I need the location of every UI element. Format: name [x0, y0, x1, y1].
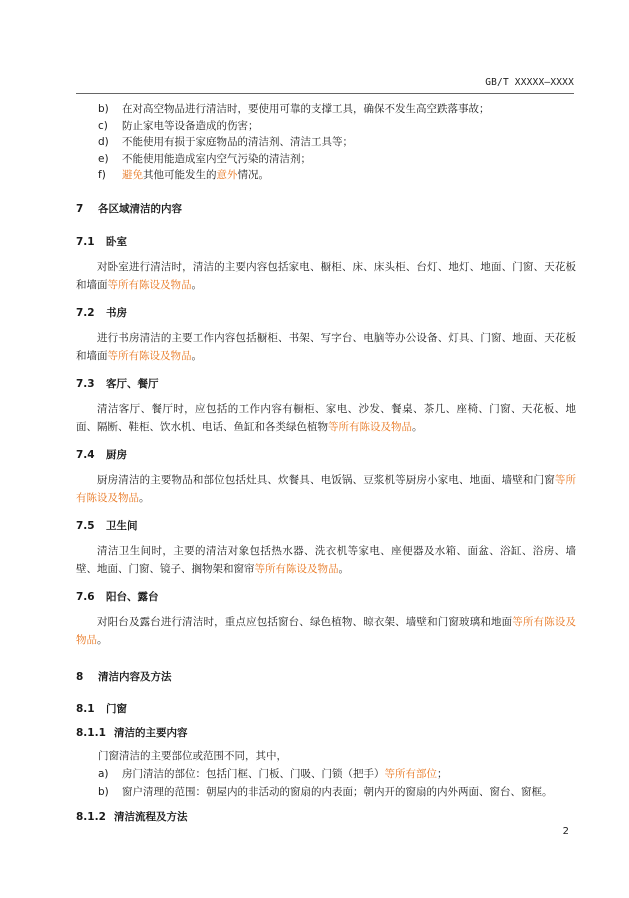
- subsection-heading: [76, 589, 576, 605]
- list-item: [76, 134, 576, 151]
- highlight-text: 等所有陈设及物品: [107, 350, 192, 362]
- subsubsection-heading: [76, 725, 576, 741]
- subsection-heading: [76, 701, 576, 717]
- subsection-title: 厨房: [106, 448, 127, 461]
- subsubsection-title: 清洁的主要内容: [114, 726, 188, 739]
- page-number: 2: [562, 826, 569, 837]
- paragraph-text: 对阳台及露台进行清洁时，重点应包括窗台、绿色植物、晾衣架、墙壁和门窗玻璃和地面: [97, 615, 513, 628]
- list-item: [76, 783, 576, 801]
- list-marker: a): [98, 767, 109, 780]
- highlight-text: 等所有陈设及物品: [254, 563, 339, 575]
- subsection-number: 7.6: [76, 590, 95, 603]
- subsection-heading: [76, 376, 576, 392]
- header-divider: [76, 93, 574, 94]
- subsection-title: 门窗: [106, 702, 127, 715]
- list-text-part: 房门清洁的部位：包括门框、门板、门吸、门锁（把手）: [122, 767, 385, 780]
- paragraph: [76, 542, 576, 579]
- subsection-title: 卫生间: [106, 519, 138, 532]
- list-text-part: ；: [437, 767, 448, 780]
- paragraph: [76, 471, 576, 508]
- list-item: [76, 167, 576, 184]
- paragraph-end: 。: [97, 634, 108, 646]
- list-item: [76, 151, 576, 168]
- subsection-title: 卧室: [106, 235, 127, 248]
- subsection-title: 书房: [106, 306, 127, 319]
- list-item: [76, 765, 576, 783]
- list-marker: e): [98, 152, 109, 165]
- paragraph-text: 清洁卫生间时，主要的清洁对象包括热水器、洗衣机等家电、座便器及水箱、面盆、浴缸、浴房、墙壁、地面、门窗、镜子、搁物架和窗帘: [76, 544, 576, 575]
- subsection-heading: [76, 305, 576, 321]
- paragraph-text: 清洁客厅、餐厅时，应包括的工作内容有橱柜、家电、沙发、餐桌、茶几、座椅、门窗、天花板、地面、隔断、鞋柜、饮水机、电话、鱼缸和各类绿色植物: [76, 402, 576, 433]
- list-text: 防止家电等设备造成的伤害；: [122, 119, 259, 132]
- subsection-number: 7.3: [76, 377, 95, 390]
- paragraph-text: 进行书房清洁的主要工作内容包括橱柜、书架、写字台、电脑等办公设备、灯具、门窗、地面、天花板和墙面: [76, 331, 576, 362]
- highlight-text: 意外: [216, 169, 238, 181]
- list-marker: b): [98, 785, 109, 798]
- list-item: [76, 101, 576, 118]
- paragraph: [76, 329, 576, 366]
- list-marker: f): [98, 169, 106, 181]
- paragraph-text: 厨房清洁的主要物品和部位包括灶具、炊餐具、电饭锅、豆浆机等厨房小家电、地面、墙壁和门窗: [97, 473, 555, 486]
- list-text-part: 其他可能发生的: [143, 169, 217, 181]
- list-text: 在对高空物品进行清洁时，要使用可靠的支撑工具，确保不发生高空跌落事故；: [122, 103, 490, 115]
- section-title: 清洁内容及方法: [98, 670, 172, 683]
- paragraph: 门窗清洁的主要部位或范围不同，其中，: [98, 749, 287, 762]
- subsection-number: 7.2: [76, 306, 95, 319]
- list-text: 不能使用有损于家庭物品的清洁剂、清洁工具等；: [122, 136, 353, 148]
- subsubsection-heading: [76, 809, 576, 825]
- highlight-text: 等所有部位: [384, 767, 437, 780]
- subsubsection-number: 8.1.2: [76, 810, 106, 823]
- subsubsection-title: 清洁流程及方法: [114, 810, 188, 823]
- list-item: [76, 118, 576, 135]
- paragraph: [76, 258, 576, 295]
- subsection-heading: [76, 447, 576, 463]
- list-marker: d): [98, 136, 109, 148]
- paragraph-end: 。: [412, 421, 423, 433]
- section-number: 7: [76, 202, 84, 215]
- section-heading-7: [76, 201, 576, 217]
- subsection-number: 8.1: [76, 702, 95, 715]
- highlight-text: 等所有陈设及物品: [107, 279, 192, 291]
- list-text: [122, 765, 448, 783]
- subsection-number: 7.1: [76, 235, 95, 248]
- paragraph-end: 。: [191, 350, 202, 362]
- highlight-text: 等所有陈设及物品: [76, 615, 577, 646]
- paragraph-text: 对卧室进行清洁时，清洁的主要内容包括家电、橱柜、床、床头柜、台灯、地灯、地面、门窗、天花板和墙面: [76, 260, 576, 291]
- highlight-text: 避免: [122, 169, 143, 181]
- subsection-heading: [76, 518, 576, 534]
- paragraph: [76, 400, 576, 437]
- subsection-heading: [76, 234, 576, 250]
- section-title: 各区域清洁的内容: [98, 202, 182, 215]
- subsubsection-number: 8.1.1: [76, 726, 106, 739]
- list-text-part: 情况。: [237, 169, 269, 181]
- subsection-title: 阳台、露台: [106, 590, 159, 603]
- highlight-text: 等所有陈设及物品: [76, 473, 577, 504]
- subsection-number: 7.4: [76, 448, 95, 461]
- list-text: 窗户清理的范围：朝屋内的非活动的窗扇的内表面；朝内开的窗扇的内外两面、窗台、窗框。: [122, 785, 553, 798]
- list-marker: b): [98, 103, 109, 115]
- paragraph: [76, 613, 576, 650]
- subsection-number: 7.5: [76, 519, 95, 532]
- list-marker: c): [98, 119, 108, 132]
- section-heading-8: [76, 669, 576, 685]
- paragraph-end: 。: [191, 279, 202, 291]
- section-number: 8: [76, 670, 84, 683]
- subsection-title: 客厅、餐厅: [106, 377, 159, 390]
- list-text: 不能使用能造成室内空气污染的清洁剂；: [122, 152, 311, 165]
- page-content: [76, 101, 576, 825]
- paragraph-end: 。: [338, 563, 349, 575]
- standard-code: GB/T XXXXX—XXXX: [485, 77, 574, 88]
- paragraph-end: 。: [139, 492, 150, 504]
- highlight-text: 等所有陈设及物品: [328, 421, 412, 433]
- list-text: [122, 167, 269, 184]
